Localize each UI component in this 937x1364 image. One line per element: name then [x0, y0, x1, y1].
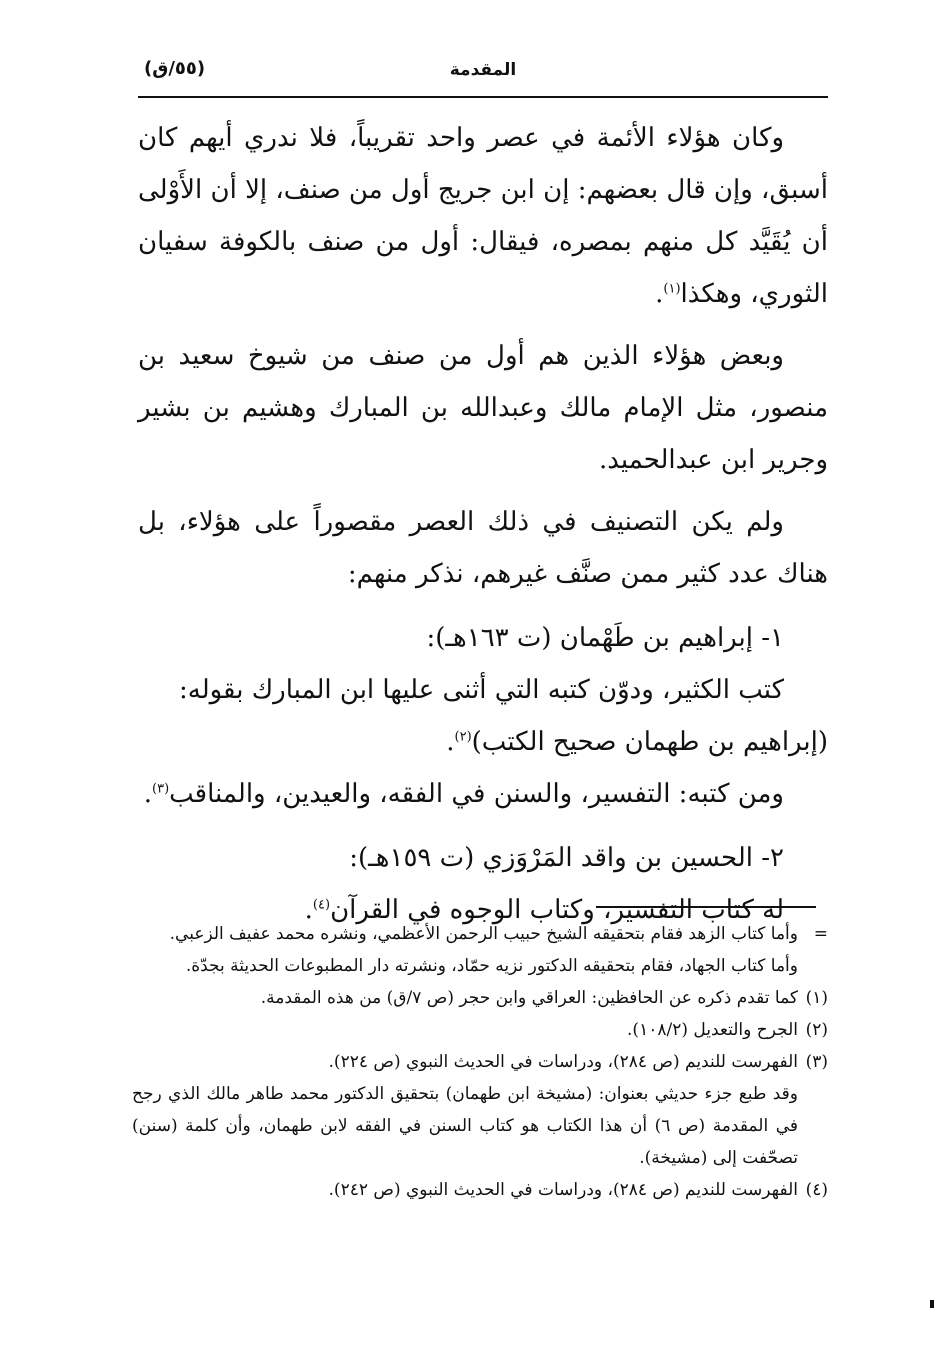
- footnote-continuation: [132, 918, 828, 982]
- footnote-2-marker: (٢): [805, 1020, 828, 1040]
- footnote-1: [132, 982, 828, 1014]
- scan-mark: [930, 1300, 934, 1308]
- item-1-heading: ١- إبراهيم بن طَهْمان (ت ١٦٣هـ):: [426, 623, 784, 653]
- item-2-line-1-end: .: [304, 895, 313, 925]
- footnote-3: [132, 1046, 828, 1174]
- footnote-continuation-line-1: وأما كتاب الزهد فقام بتحقيقه الشيخ حبيب الرحمن الأعظمي، ونشره محمد عفيف الزعبي.: [169, 924, 798, 944]
- item-2-line-1-text: له كتاب التفسير، وكتاب الوجوه في القرآن: [330, 895, 784, 925]
- footnote-ref-4: (٤): [312, 897, 331, 913]
- footnote-ref-2: (٢): [454, 729, 472, 745]
- footnote-3-text: الفهرست للنديم (ص ٢٨٤)، ودراسات في الحديث النبوي (ص ٢٢٤).: [328, 1052, 798, 1072]
- paragraph-1-text: وكان هؤلاء الأئمة في عصر واحد تقريباً، فلا ندري أيهم كان أسبق، وإن قال بعضهم: إن ابن جريج أول من صنف، إلا أن الأَوْلى أن يُقَيَّد كل منهم بمصره، فيقال: أول من صنف بالكوفة سفيان الثوري، وهكذا: [138, 123, 828, 309]
- paragraph-1: [138, 112, 828, 320]
- page-number: (٥٥/ق): [144, 58, 206, 79]
- footnote-rule: [596, 906, 816, 908]
- footnote-continuation-marker: =: [813, 924, 828, 944]
- paragraph-3: ولم يكن التصنيف في ذلك العصر مقصوراً على هؤلاء، بل هناك عدد كثير ممن صنَّف غيرهم، نذكر منهم:: [138, 507, 828, 589]
- paragraph-1-end: .: [655, 279, 664, 309]
- paragraph-2: وبعض هؤلاء الذين هم أول من صنف من شيوخ سعيد بن منصور، مثل الإمام مالك وعبدالله بن المبارك وهشيم بن بشير وجرير ابن عبدالحميد.: [138, 341, 828, 475]
- header-rule: [138, 96, 828, 98]
- item-1-quote-end: .: [446, 727, 455, 757]
- item-2-heading: ٢- الحسين بن واقد المَرْوَزي (ت ١٥٩هـ):: [349, 843, 784, 873]
- footnote-ref-1: (١): [663, 281, 681, 297]
- page-header: [138, 50, 828, 94]
- main-text: [138, 112, 828, 936]
- footnote-2-text: الجرح والتعديل (١٠٨/٢).: [627, 1020, 798, 1040]
- item-1-books: [138, 768, 828, 820]
- item-1-quote-text: (إبراهيم بن طهمان صحيح الكتب): [471, 727, 828, 757]
- running-title: المقدمة: [449, 60, 517, 80]
- item-1-books-end: .: [143, 779, 152, 809]
- footnote-1-text: كما تقدم ذكره عن الحافظين: العراقي وابن حجر (ص ٧/ق) من هذه المقدمة.: [260, 988, 798, 1008]
- footnote-1-marker: (١): [805, 988, 828, 1008]
- footnotes: [132, 918, 828, 1206]
- footnote-4: [132, 1174, 828, 1206]
- footnote-3-marker: (٣): [805, 1052, 828, 1072]
- item-1-line-1: كتب الكثير، ودوّن كتبه التي أثنى عليها ابن المبارك بقوله:: [179, 675, 784, 705]
- item-1-quote: [138, 716, 828, 768]
- footnote-4-text: الفهرست للنديم (ص ٢٨٤)، ودراسات في الحديث النبوي (ص ٢٤٢).: [328, 1180, 798, 1200]
- footnote-4-marker: (٤): [805, 1180, 828, 1200]
- footnote-continuation-line-2: وأما كتاب الجهاد، فقام بتحقيقه الدكتور نزيه حمّاد، ونشرته دار المطبوعات الحديثة بجدّة.: [185, 956, 798, 976]
- item-1-books-text: ومن كتبه: التفسير، والسنن في الفقه، والعيدين، والمناقب: [169, 779, 784, 809]
- footnote-3-text-2: وقد طبع جزء حديثي بعنوان: (مشيخة ابن طهمان) بتحقيق الدكتور محمد طاهر مالك الذي رجح في المقدمة (ص ٦) أن هذا الكتاب هو كتاب السنن في الفقه لابن طهمان، وأن كلمة (سنن) تصحّفت إلى (مشيخة).: [132, 1084, 799, 1168]
- footnote-2: [132, 1014, 828, 1046]
- footnote-ref-3: (٣): [152, 781, 170, 797]
